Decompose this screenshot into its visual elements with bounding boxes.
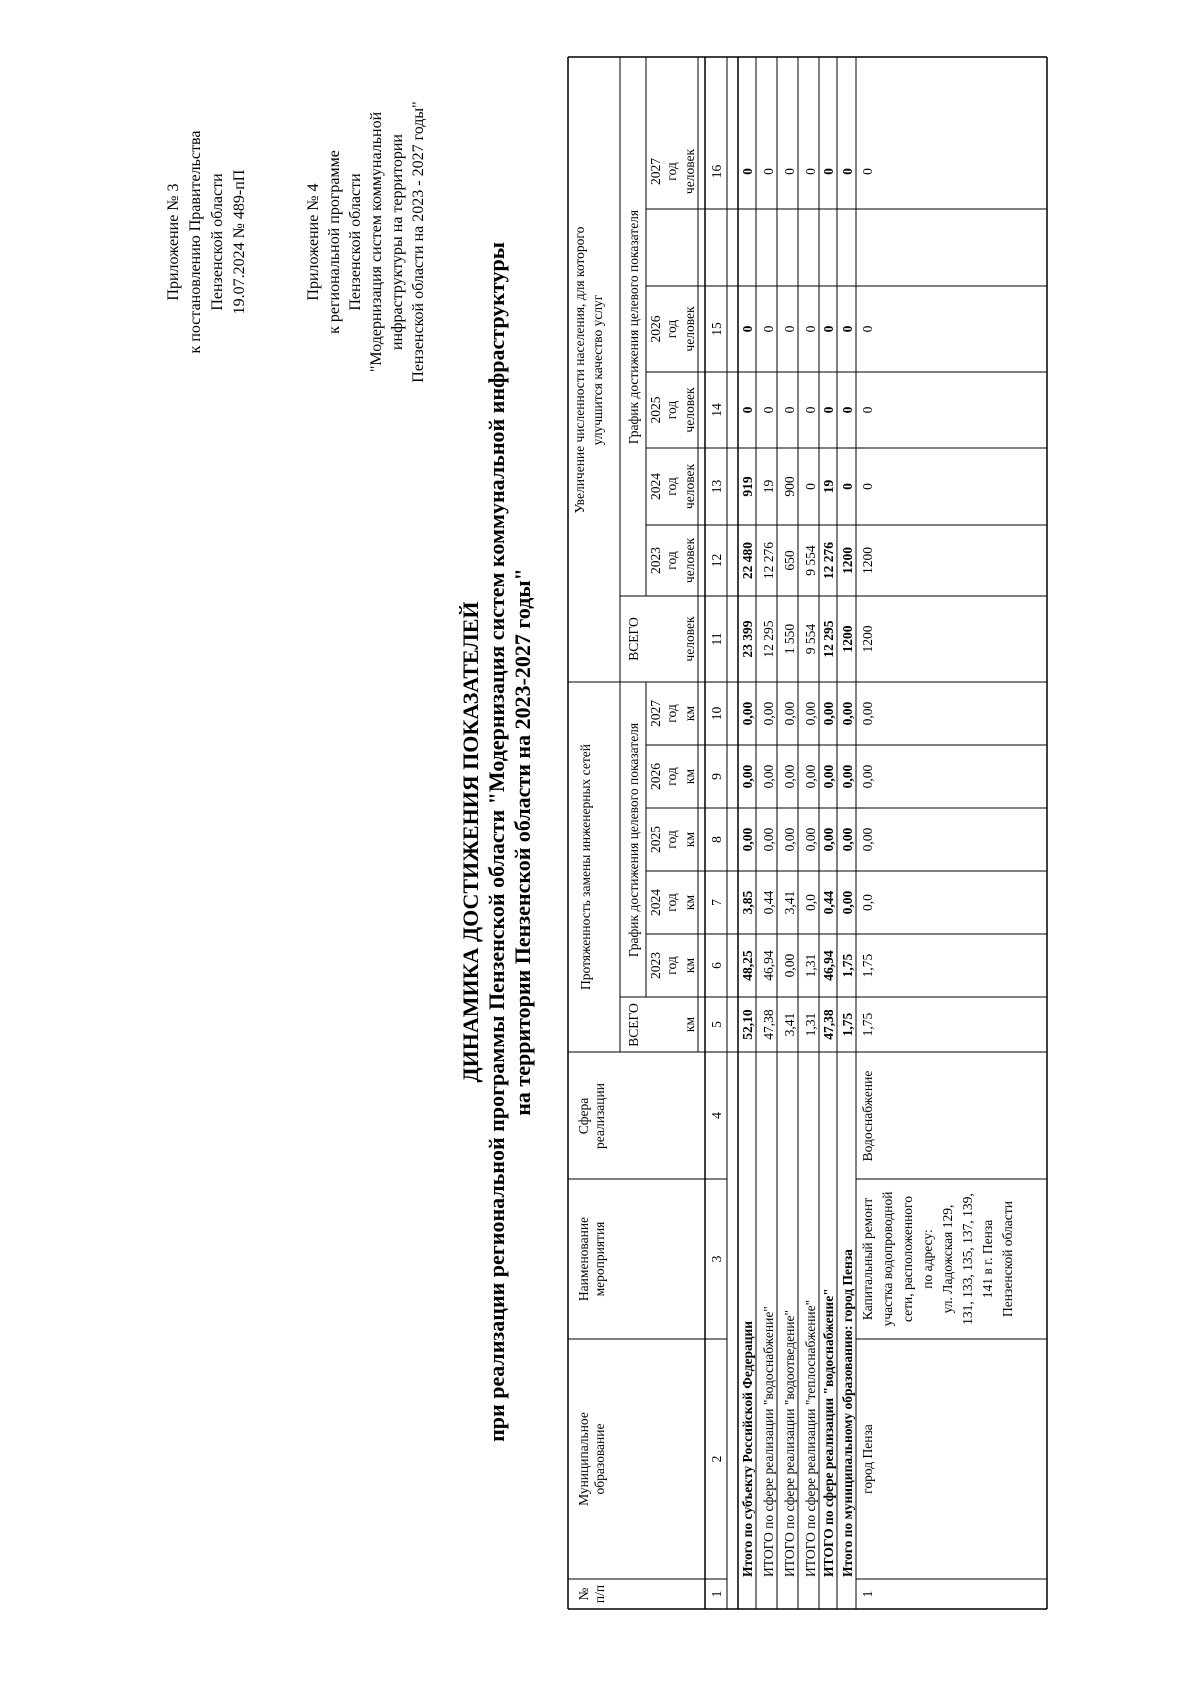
appendix-main-line3: Пензенской области (209, 173, 226, 311)
header-year-word-km-2: год (664, 830, 679, 849)
rotated-page-content (165, 57, 1047, 1609)
summary-people-value: 1200 (840, 625, 855, 653)
detail-km-value: 0,00 (860, 764, 875, 789)
column-number-4: 4 (709, 1112, 724, 1119)
summary-km-value: 0,00 (840, 764, 855, 789)
summary-people-value: 12 295 (761, 620, 776, 658)
detail-people-value: 1200 (860, 625, 875, 653)
summary-people-value: 12 276 (821, 541, 836, 580)
header-year-word-km-3: год (664, 767, 679, 786)
header-year-people-0: 2023 (648, 547, 663, 574)
header-total-people: ВСЕГО (626, 617, 641, 661)
summary-km-value: 48,25 (740, 950, 755, 981)
summary-km-value: 0,00 (740, 701, 755, 726)
unit-people-2: человек (682, 463, 697, 510)
header-measure-sub: мероприятия (592, 1221, 607, 1297)
summary-people-value: 0 (782, 325, 797, 333)
summary-people-value: 9 554 (803, 545, 818, 576)
appendix-program-line1: Приложение № 4 (305, 183, 322, 301)
summary-row-label: Итого по субъекту Российской Федерации (740, 1320, 755, 1577)
column-number-10: 10 (709, 706, 724, 721)
column-number-7: 7 (709, 899, 724, 906)
unit-km-5: км (682, 705, 697, 722)
summary-people-value: 0 (740, 168, 755, 175)
detail-row-measure-line: ул. Ладожская 129, (940, 1204, 955, 1314)
detail-people-value: 0 (860, 483, 875, 490)
summary-people-value: 12 295 (821, 620, 836, 658)
appendix-program-line3: Пензенской области (347, 173, 364, 311)
detail-row-measure-line: по адресу: (920, 1229, 935, 1289)
summary-row-label: ИТОГО по сфере реализации "теплоснабжение" (803, 1299, 818, 1577)
header-year-people-2: 2025 (648, 396, 663, 424)
detail-row-measure-line: сети, расположенного (900, 1196, 915, 1322)
summary-km-value: 0,00 (803, 827, 818, 852)
summary-km-value: 47,38 (821, 1009, 836, 1040)
header-population-sub: улучшится качество услуг (590, 294, 605, 446)
appendix-main-line1: Приложение № 3 (165, 183, 182, 301)
column-number-9: 9 (709, 773, 724, 780)
summary-km-value: 0,00 (840, 827, 855, 852)
column-number-1: 1 (709, 1590, 724, 1598)
summary-people-value: 0 (821, 168, 836, 175)
header-year-word-km-0: год (664, 956, 679, 975)
summary-people-value: 1200 (840, 547, 855, 574)
header-num-sub: п/п (592, 1584, 607, 1604)
header-year-km-3: 2026 (648, 763, 663, 790)
summary-km-value: 0,00 (803, 701, 818, 726)
summary-km-value: 0,00 (782, 701, 797, 726)
detail-row-measure-line: Капитальный ремонт (860, 1197, 875, 1321)
summary-people-value: 900 (782, 476, 797, 497)
summary-people-value: 19 (821, 479, 836, 494)
summary-km-value: 0,00 (821, 827, 836, 852)
summary-people-value: 22 480 (740, 541, 755, 580)
summary-km-value: 0,00 (782, 764, 797, 789)
header-year-word-people-2: год (664, 400, 679, 420)
summary-people-value: 0 (840, 406, 855, 414)
summary-people-value: 0 (840, 325, 855, 333)
column-number-16: 16 (709, 164, 724, 179)
document-title: ДИНАМИКА ДОСТИЖЕНИЯ ПОКАЗАТЕЛЕЙ (458, 601, 483, 1083)
summary-people-value: 0 (761, 168, 776, 175)
detail-km-value: 1,75 (860, 953, 875, 978)
summary-km-value: 0,44 (761, 890, 776, 915)
header-population: Увеличение численности населения, для которого (572, 226, 587, 514)
summary-people-value: 0 (840, 168, 855, 175)
detail-row-measure-line: 141 в г. Пенза (980, 1219, 995, 1299)
unit-km-0: км (682, 1016, 697, 1033)
unit-people-1: человек (682, 537, 697, 584)
summary-km-value: 0,00 (840, 701, 855, 726)
summary-people-value: 0 (821, 406, 836, 414)
column-number-12: 12 (709, 553, 724, 568)
header-year-people-3: 2026 (648, 315, 663, 343)
summary-km-value: 0,00 (821, 764, 836, 789)
header-year-word-people-0: год (664, 551, 679, 570)
summary-km-value: 0,00 (782, 953, 797, 978)
unit-people-0: человек (682, 616, 697, 662)
detail-row-measure-line: участка водопроводной (880, 1191, 895, 1327)
column-number-5: 5 (709, 1021, 724, 1028)
summary-people-value: 0 (803, 168, 818, 175)
summary-people-value: 0 (740, 406, 755, 414)
detail-km-value: 0,00 (860, 827, 875, 852)
summary-people-value: 919 (740, 476, 755, 497)
detail-km-value: 0,0 (860, 894, 875, 911)
summary-km-value: 1,31 (803, 1012, 818, 1037)
detail-people-value: 0 (860, 406, 875, 414)
appendix-main-line4: 19.07.2024 № 489-пП (231, 169, 248, 315)
summary-km-value: 0,44 (821, 890, 836, 915)
unit-km-4: км (682, 768, 697, 785)
summary-people-value: 0 (803, 483, 818, 490)
summary-row-label: Итого по муниципальному образованию: город Пенза (840, 1249, 855, 1577)
summary-km-value: 46,94 (821, 950, 836, 981)
column-number-6: 6 (709, 962, 724, 969)
column-number-8: 8 (709, 836, 724, 843)
summary-people-value: 0 (761, 325, 776, 333)
summary-people-value: 23 399 (740, 620, 755, 658)
header-schedule-people: График достижения целевого показателя (626, 209, 641, 445)
header-year-people-4: 2027 (648, 158, 663, 185)
summary-km-value: 0,00 (761, 764, 776, 789)
summary-people-value: 0 (782, 168, 797, 175)
document-subtitle-line2: на территории Пензенской области на 2023-2027 годы" (510, 568, 535, 1116)
header-schedule-km: График достижения целевого показателя (626, 722, 641, 958)
appendix-main-line2: к постановлению Правительства (187, 130, 204, 354)
unit-people-4: человек (682, 306, 697, 352)
summary-people-value: 0 (782, 406, 797, 414)
header-measure: Наименование (576, 1216, 591, 1302)
header-year-km-2: 2025 (648, 826, 663, 853)
column-number-13: 13 (709, 479, 724, 494)
column-number-14: 14 (709, 403, 724, 417)
summary-people-value: 0 (840, 483, 855, 490)
column-number-11: 11 (709, 632, 724, 646)
detail-km-value: 0,00 (860, 701, 875, 726)
header-sphere-sub: реализации (592, 1083, 607, 1149)
column-number-2: 2 (709, 1455, 724, 1463)
summary-km-value: 0,00 (761, 827, 776, 852)
summary-km-value: 3,41 (782, 1012, 797, 1037)
summary-km-value: 0,00 (803, 764, 818, 789)
detail-row-municipality: город Пенза (860, 1424, 875, 1494)
unit-people-5: человек (682, 148, 697, 195)
header-year-word-people-4: год (664, 162, 679, 181)
summary-km-value: 1,75 (840, 1012, 855, 1037)
summary-km-value: 0,00 (821, 701, 836, 726)
summary-km-value: 1,75 (840, 953, 855, 978)
summary-km-value: 52,10 (740, 1009, 755, 1040)
summary-people-value: 19 (761, 479, 776, 494)
document-subtitle-line1: при реализации региональной программы Пензенской области "Модернизация систем коммунальной инфраструктуры (484, 242, 509, 1442)
appendix-program-line4: "Модернизация систем коммунальной (368, 111, 385, 373)
summary-km-value: 0,00 (740, 827, 755, 852)
header-year-people-1: 2024 (648, 473, 663, 500)
column-number-3: 3 (709, 1255, 724, 1263)
header-sphere: Сфера (576, 1097, 591, 1135)
summary-people-value: 650 (782, 550, 797, 571)
summary-km-value: 0,00 (840, 890, 855, 915)
unit-km-2: км (682, 894, 697, 911)
summary-people-value: 9 554 (803, 623, 818, 655)
summary-people-value: 0 (740, 325, 755, 333)
summary-row-label: ИТОГО по сфере реализации "водоснабжение" (761, 1306, 776, 1577)
summary-km-value: 3,41 (782, 890, 797, 915)
header-num: № (576, 1587, 591, 1601)
appendix-program-line2: к региональной программе (326, 150, 343, 334)
summary-people-value: 1 550 (782, 623, 797, 655)
header-year-km-1: 2024 (648, 889, 663, 916)
summary-people-value: 0 (803, 325, 818, 333)
appendix-program-line5: инфраструктуры на территории (389, 134, 406, 350)
summary-km-value: 46,94 (761, 950, 776, 981)
header-year-km-0: 2023 (648, 952, 663, 979)
header-year-word-people-1: год (664, 477, 679, 496)
column-number-15: 15 (709, 322, 724, 336)
detail-people-value: 0 (860, 168, 875, 175)
summary-row-label: ИТОГО по сфере реализации "водоотведение" (782, 1309, 797, 1577)
summary-km-value: 0,00 (761, 701, 776, 726)
header-year-km-4: 2027 (648, 700, 663, 727)
detail-row-measure-line: Пензенской области (1000, 1201, 1015, 1317)
detail-people-value: 1200 (860, 547, 875, 574)
summary-people-value: 0 (761, 406, 776, 414)
detail-row-num: 1 (860, 1590, 875, 1598)
header-year-word-km-1: год (664, 893, 679, 912)
header-year-word-km-4: год (664, 704, 679, 723)
detail-people-value: 0 (860, 325, 875, 333)
header-length: Протяженность замены инженерных сетей (578, 744, 593, 990)
unit-km-1: км (682, 957, 697, 974)
header-total-km: ВСЕГО (626, 1003, 641, 1047)
summary-row-label: ИТОГО по сфере реализации "водоснабжение" (821, 1288, 836, 1577)
detail-row-measure-line: 131, 133, 135, 137, 139, (960, 1193, 975, 1325)
header-municipality-sub: образование (592, 1423, 607, 1495)
summary-people-value: 0 (821, 325, 836, 333)
unit-people-3: человек (682, 387, 697, 433)
appendix-program-line6: Пензенской области на 2023 - 2027 годы" (410, 101, 427, 383)
detail-km-value: 1,75 (860, 1012, 875, 1037)
summary-km-value: 0,0 (803, 894, 818, 911)
detail-row-sphere: Водоснабжение (860, 1070, 875, 1162)
summary-km-value: 0,00 (740, 764, 755, 789)
header-year-word-people-3: год (664, 319, 679, 339)
summary-km-value: 3,85 (740, 890, 755, 915)
header-municipality: Муниципальное (576, 1412, 591, 1506)
summary-km-value: 1,31 (803, 953, 818, 978)
summary-km-value: 0,00 (782, 827, 797, 852)
summary-people-value: 0 (803, 406, 818, 414)
summary-people-value: 12 276 (761, 541, 776, 580)
summary-km-value: 47,38 (761, 1009, 776, 1040)
unit-km-3: км (682, 831, 697, 848)
